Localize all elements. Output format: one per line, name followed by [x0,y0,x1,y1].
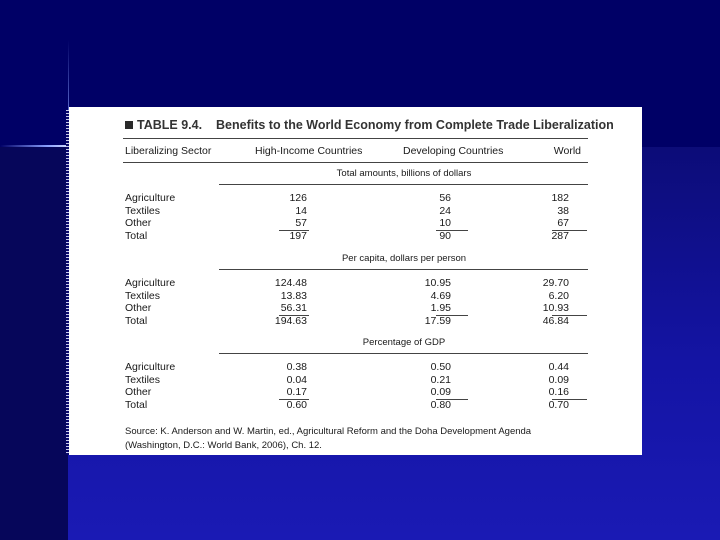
row-label: Textiles [125,373,161,386]
cell-high-income: 14 [295,204,307,217]
row-label: Other [125,302,152,314]
cell-high-income: 197 [289,229,307,242]
cell-developing: 0.09 [430,386,451,398]
slide-left-strip [0,147,68,540]
cell-world: 287 [551,229,569,242]
row-label: Total [125,314,148,327]
row-label: Other [125,386,152,398]
cell-world: 0.09 [548,373,569,386]
section-rule [219,269,588,270]
decorative-horizontal-line [0,145,68,147]
cell-developing: 0.21 [430,373,451,386]
row-label: Textiles [125,289,161,302]
cell-high-income: 126 [289,192,307,204]
cell-developing: 1.95 [430,302,451,314]
cell-developing: 56 [439,192,451,204]
cell-developing: 4.69 [430,289,451,302]
cell-world: 0.70 [548,398,569,411]
cell-world: 0.16 [548,386,569,398]
row-label: Textiles [125,204,161,217]
cell-high-income: 57 [295,217,307,229]
row-label: Agriculture [125,277,176,289]
cell-world: 38 [557,204,569,217]
cell-developing: 0.50 [430,361,451,373]
cell-world: 67 [557,217,569,229]
row-label: Agriculture [125,192,176,204]
cell-high-income: 0.38 [286,361,307,373]
cell-high-income: 0.17 [286,386,307,398]
cell-world: 182 [551,192,569,204]
header-sector: Liberalizing Sector [125,145,212,157]
source-line-2: (Washington, D.C.: World Bank, 2006), Ch. 12. [125,440,322,451]
header-world: World [553,145,581,157]
cell-world: 29.70 [542,277,569,289]
section-heading: Per capita, dollars per person [341,253,467,264]
cell-high-income: 194.63 [274,314,307,327]
cell-high-income: 13.83 [280,289,307,302]
cell-developing: 90 [439,229,451,242]
section-rule [219,184,588,185]
cell-world: 0.44 [548,361,569,373]
cell-developing: 24 [439,204,451,217]
cell-world: 6.20 [548,289,569,302]
header-developing: Developing Countries [403,145,504,157]
top-rule [123,138,588,139]
cell-world: 10.93 [542,302,569,314]
header-rule [123,162,588,163]
source-line-1: Source: K. Anderson and W. Martin, ed., Agricultural Reform and the Doha Development Agenda [125,426,532,437]
row-label: Total [125,398,148,411]
header-high-income: High-Income Countries [255,145,363,157]
cell-high-income: 0.04 [286,373,307,386]
cell-high-income: 124.48 [274,277,307,289]
section-heading: Total amounts, billions of dollars [336,168,472,179]
cell-developing: 17.59 [424,314,451,327]
cell-developing: 10 [439,217,451,229]
title-square-icon [125,121,133,129]
table-image [69,107,642,455]
section-rule [219,353,588,354]
row-label: Total [125,229,148,242]
cell-developing: 0.80 [430,398,451,411]
cell-high-income: 0.60 [286,398,307,411]
section-heading: Percentage of GDP [362,337,446,348]
row-label: Agriculture [125,361,176,373]
cell-world: 46.84 [542,314,569,327]
table-title: Benefits to the World Economy from Complete Trade Liberalization [216,118,614,132]
row-label: Other [125,217,152,229]
cell-developing: 10.95 [424,277,451,289]
table-label: TABLE 9.4. [137,118,203,132]
cell-high-income: 56.31 [280,302,307,314]
